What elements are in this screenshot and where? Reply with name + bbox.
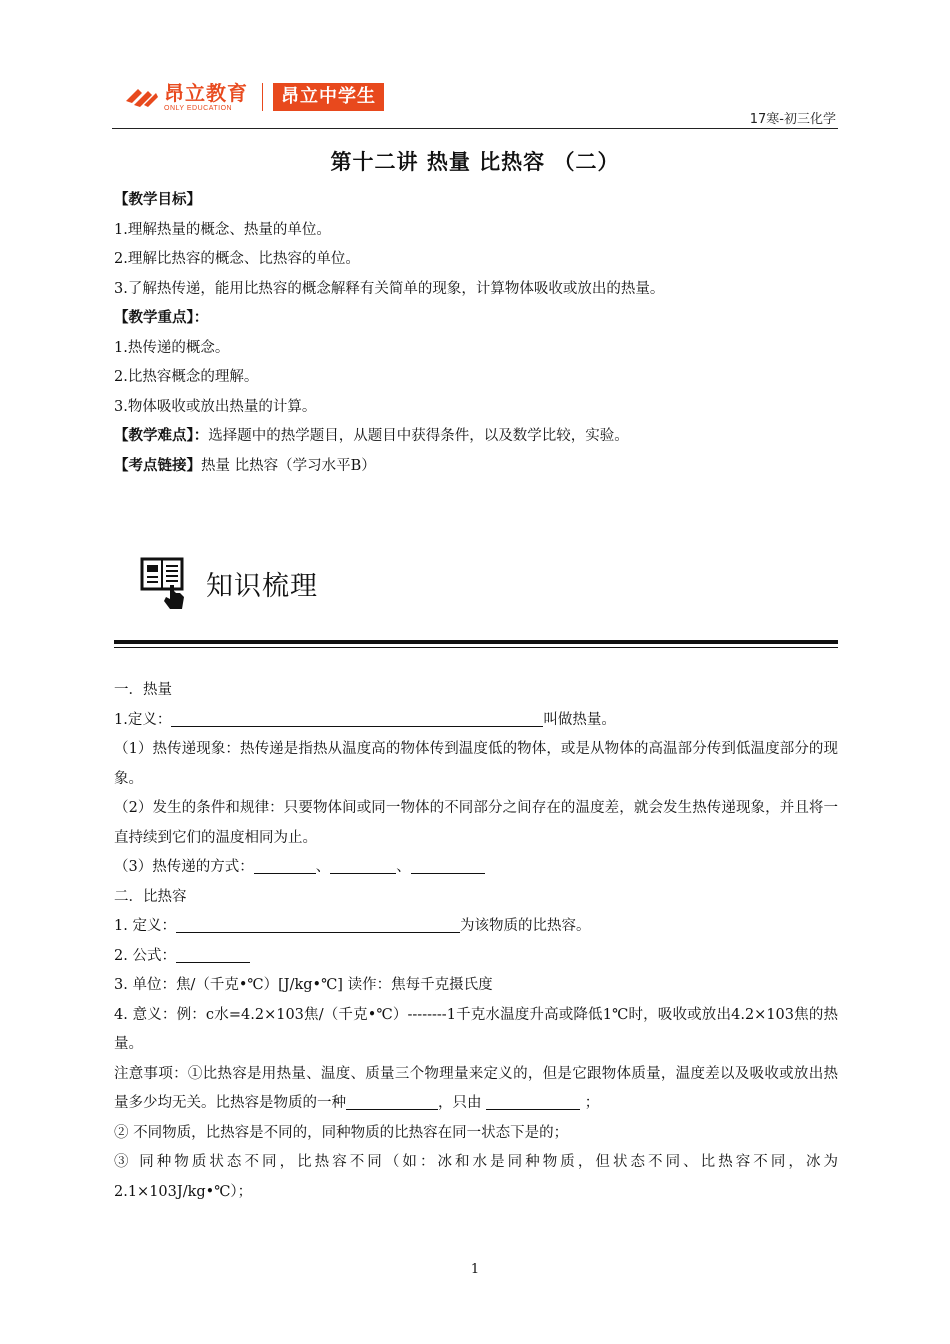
separator: 、	[315, 859, 331, 875]
notes-paragraph	[114, 1060, 838, 1119]
note-2: ② 不同物质，比热容是不同的，同种物质的比热容在同一状态下是的；	[114, 1124, 569, 1141]
brand-name-cn: 昂立教育	[164, 80, 248, 105]
separator: 、	[396, 859, 411, 875]
fill-blank[interactable]	[176, 946, 250, 963]
heat-condition-paragraph: （2）发生的条件和规律：只要物体间或同一物体的不同部分之间存在的温度差，就会发生热传递现象，并且将一直持续到它们的温度相同为止。	[114, 800, 838, 846]
page-title: 第十二讲 热量 比热容 （二）	[330, 150, 620, 174]
exam-link-text: 热量 比热容（学习水平B）	[201, 457, 376, 474]
note-text: ；	[584, 1095, 600, 1111]
formula-prefix: 2. 公式：	[114, 947, 176, 964]
specific-heat-definition	[114, 912, 838, 942]
section-title: 知识梳理	[206, 570, 318, 602]
heading-specific-heat: 二．比热容	[114, 888, 187, 905]
header-rule	[112, 128, 838, 129]
difficulty-text: 选择题中的热学题目，从题目中获得条件，以及数学比较，实验。	[208, 428, 629, 444]
logo-divider	[262, 83, 263, 111]
section-rule-thin	[114, 647, 838, 648]
difficulty-line	[114, 422, 838, 452]
fill-blank[interactable]	[411, 857, 485, 874]
key-point-item: 2.比热容概念的理解。	[114, 369, 259, 385]
fill-blank[interactable]	[171, 710, 543, 727]
formula-line	[114, 942, 838, 972]
fill-blank[interactable]	[486, 1093, 580, 1110]
brand-badge: 昂立中学生	[273, 83, 384, 111]
exam-link-heading: 【考点链接】	[114, 457, 201, 474]
page-number: 1	[470, 1262, 480, 1277]
course-label: 17寒-初三化学	[749, 112, 836, 127]
heading-heat: 一．热量	[114, 682, 172, 698]
section-rule-thick	[114, 640, 838, 644]
key-points-heading: 【教学重点】：	[114, 310, 209, 326]
fill-blank[interactable]	[346, 1093, 438, 1110]
heat-transfer-methods	[114, 853, 838, 883]
exam-link-line	[114, 452, 838, 482]
goals-heading: 【教学目标】	[114, 192, 201, 208]
heat-definition	[114, 706, 838, 736]
definition-prefix: 1.定义：	[114, 711, 172, 728]
note-text: 注意事项：①比热容是用热量、温度、质量三个物理量来定义的，但是它跟物体质量，温度差以及吸收或放出热量多少均无关。比热容是物质的一种	[114, 1065, 838, 1111]
fill-blank[interactable]	[176, 916, 460, 933]
definition-prefix: 1. 定义：	[114, 918, 176, 934]
goal-item: 1.理解热量的概念、热量的单位。	[114, 221, 331, 238]
definition-suffix: 叫做热量。	[543, 711, 616, 728]
methods-prefix: （3）热传递的方式：	[114, 859, 254, 875]
goal-item: 2.理解比热容的概念、比热容的单位。	[114, 251, 360, 267]
key-point-item: 1.热传递的概念。	[114, 339, 230, 356]
fill-blank[interactable]	[330, 857, 396, 874]
fill-blank[interactable]	[254, 857, 316, 874]
heat-transfer-paragraph: （1）热传递现象：热传递是指热从温度高的物体传到温度低的物体，或是从物体的高温部分传到低温度部分的现象。	[114, 741, 838, 787]
objectives-block	[114, 186, 838, 481]
note-text: ，只由	[438, 1095, 482, 1111]
difficulty-heading: 【教学难点】：	[114, 428, 209, 444]
brand-name-en: ONLY EDUCATION	[164, 104, 233, 112]
key-point-item: 3.物体吸收或放出热量的计算。	[114, 398, 317, 415]
note-3: ③ 同种物质状态不同，比热容不同（如：冰和水是同种物质，但状态不同、比热容不同，冰为2.1×103J/kg•℃）；	[114, 1154, 838, 1200]
goal-item: 3.了解热传递，能用比热容的概念解释有关简单的现象，计算物体吸收或放出的热量。	[114, 280, 665, 297]
section-header	[140, 555, 318, 611]
meaning-paragraph: 4. 意义：例：c水=4.2×103焦/（千克•℃）--------1千克水温度升高或降低1℃时，吸收或放出4.2×103焦的热量。	[114, 1006, 838, 1052]
content-block	[114, 676, 838, 1207]
book-hand-icon	[140, 555, 188, 611]
brand-mark-icon	[124, 83, 160, 111]
unit-line: 3. 单位：焦/（千克•℃）[J/kg•℃] 读作：焦每千克摄氏度	[114, 977, 493, 993]
definition-suffix: 为该物质的比热容。	[459, 918, 591, 934]
brand-logo	[124, 80, 384, 114]
